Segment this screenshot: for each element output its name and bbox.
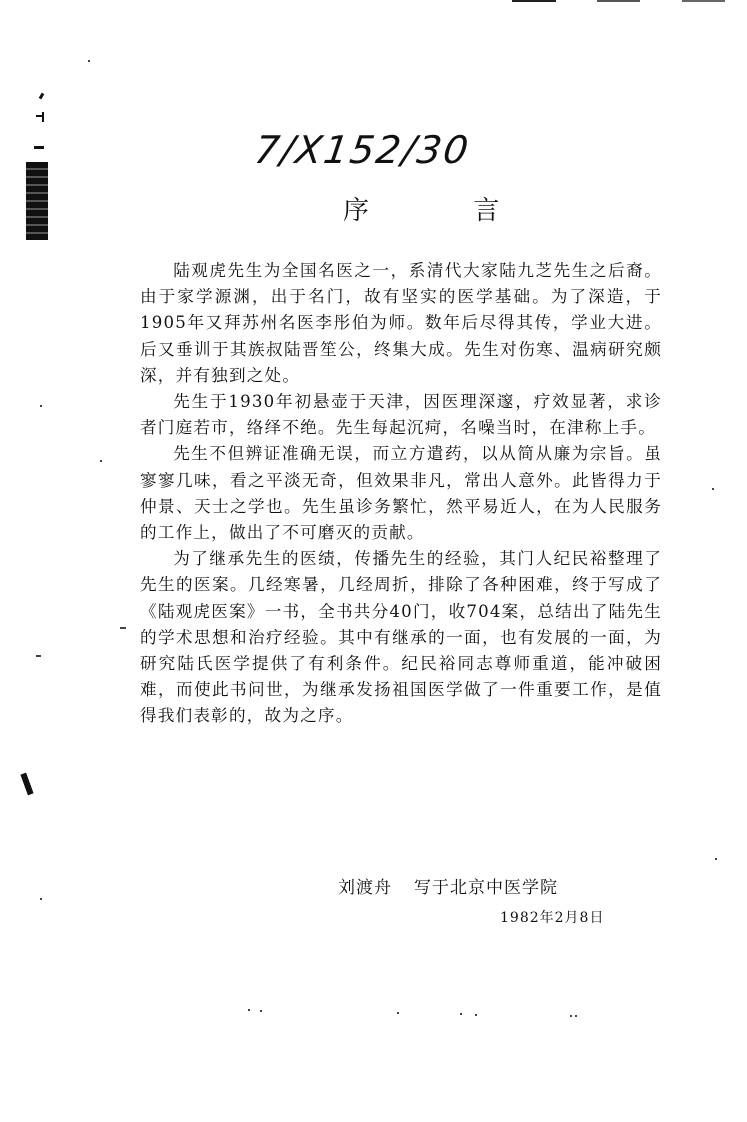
paragraph: 陆观虎先生为全国名医之一，系清代大家陆九芝先生之后裔。由于家学源渊，出于名门，故有坚实的医学基础。为了深造，于1905年又拜苏州名医李彤伯为师。数年后尽得其传，学业大进。后又垂训于其族叔陆晋笙公，终集大成。先生对伤寒、温病研究颇深，并有独到之处。: [140, 261, 662, 385]
preface-body: [140, 258, 662, 730]
handwritten-catalog-code: 7/X152/30: [251, 128, 473, 172]
paragraph: 为了继承先生的医绩，传播先生的经验，其门人纪民裕整理了先生的医案。几经寒暑，几经周折，排除了各种困难，终于写成了《陆观虎医案》一书，全书共分40门，收704案，总结出了陆先生的学术思想和治疗经验。其中有继承的一面，也有发展的一面，为研究陆氏医学提供了有利条件。纪民裕同志尊师重道，能冲破困难，而使此书问世，为继承发扬祖国医学做了一件重要工作，是值得我们表彰的，故为之序。: [140, 549, 662, 726]
top-edge-line-2: [597, 0, 640, 2]
signature-line: [338, 873, 558, 898]
paragraph: 先生不但辨证准确无误，而立方遣药，以从简从廉为宗旨。虽寥寥几味，看之平淡无奇，但效果非凡，常出人意外。此皆得力于仲景、天士之学也。先生虽诊务繁忙，然平易近人，在为人民服务的工作上，做出了不可磨灭的贡献。: [140, 444, 662, 543]
paragraph: 先生于1930年初悬壶于天津，因医理深邃，疗效显著，求诊者门庭若市，络绎不绝。先生每起沉疴，名噪当时，在津称上手。: [140, 392, 662, 438]
page-title: 序 言: [343, 196, 548, 226]
top-edge-line-3: [682, 0, 725, 2]
author-name: 刘渡舟: [338, 878, 392, 898]
top-edge-line-1: [512, 0, 556, 2]
signature-date: 1982年2月8日: [500, 910, 605, 926]
signature-location: 写于北京中医学院: [414, 878, 558, 898]
